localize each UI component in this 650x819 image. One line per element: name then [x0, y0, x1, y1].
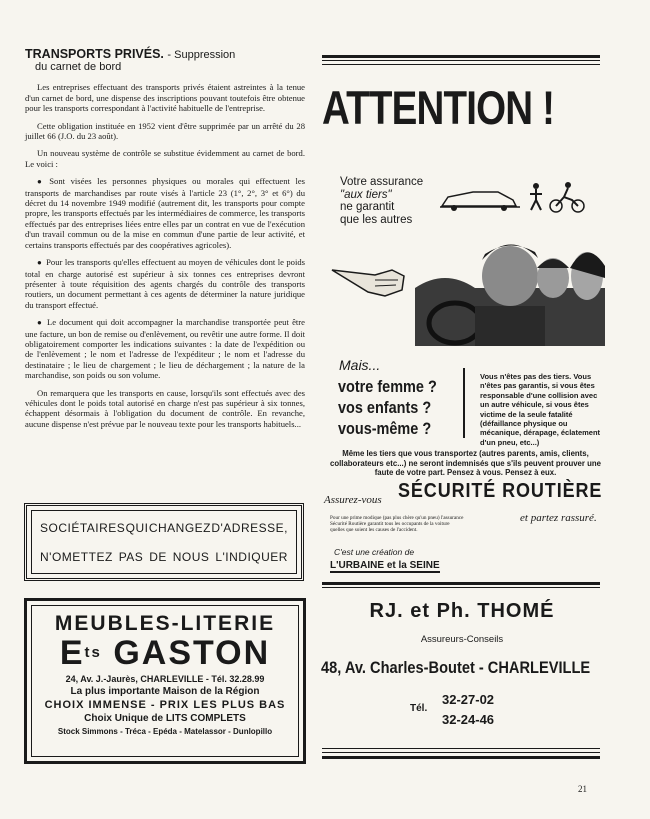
- securite-routiere-brand: SÉCURITÉ ROUTIÈRE: [398, 480, 603, 502]
- article-paragraph: ● Le document qui doit accompagner la marchandise transportée peut être une facture, un bon de remise ou d'enlèvement, ou revêtir une autre forme. Il doit obligatoirement comporter les indications suivantes : la date de l'expédition ou de l'enlèvement ; le nom et l'adresse de l'expéditeur ; le nom et l'adresse du destinataire ; le lieu de chargement ; le lieu de déchargement ; la nature de la marchandise, son poids ou son volume.: [25, 317, 305, 380]
- gaston-choice: CHOIX IMMENSE - PRIX LES PLUS BAS: [44, 699, 286, 711]
- article-paragraph: On remarquera que les transports en cause, lorsqu'ils sont effectués avec des véhicules dont le poids total autorisé en charge n'est pas supérieur à six tonnes, échappent désormais à l'obligation du document de contrôle. En revanche, aucune dispense n'est prévue par le nouveau texte pour les transports habituels...: [25, 387, 305, 429]
- thome-address: 48, Av. Charles-Boutet - CHARLEVILLE: [321, 658, 591, 677]
- ad-headline: ATTENTION !: [322, 81, 555, 134]
- thome-tel-1: 32-27-02: [442, 692, 495, 707]
- partez-rassure-text: et partez rassuré.: [520, 512, 597, 524]
- article-paragraph: Les entreprises effectuant des transports privés étaient astreintes à la tenue d'un carnet de bord, une dispense des inscriptions pouvant toutefois être obtenue pour les transports correspondant à l'activité habituelle de l'entreprise.: [25, 82, 305, 114]
- creation-text: C'est une création de: [334, 547, 415, 557]
- thome-role: Assureurs-Conseils: [420, 634, 504, 645]
- address-change-notice: [24, 503, 304, 581]
- assurez-vous-text: Assurez-vous: [324, 494, 382, 506]
- page-number: 21: [578, 784, 587, 794]
- thome-tel-2: 32-24-46: [442, 712, 495, 727]
- article-title: TRANSPORTS PRIVÉS. - Suppression: [25, 47, 236, 61]
- questions-block: votre femme ? vos enfants ? vous-même ?: [338, 377, 437, 438]
- notice-line-2: N'OMETTEZ PAS DE NOUS L'INDIQUER: [40, 549, 288, 564]
- gaston-name: $E^{ts}$ GASTON: [59, 634, 271, 672]
- assurance-text: Votre assurance "aux tiers" ne garantit que les autres: [340, 176, 424, 226]
- gaston-address: 24, Av. J.-Jaurès, CHARLEVILLE - Tél. 32.28.99: [65, 674, 265, 684]
- company-name: L'URBAINE et la SEINE: [330, 560, 440, 571]
- gaston-tagline: La plus importante Maison de la Région: [70, 686, 260, 697]
- article-subtitle: du carnet de bord: [35, 61, 122, 73]
- article-paragraph: Cette obligation instituée en 1952 vient d'être supprimée par un arrêté du 28 juillet 66 (J.O. du 23 août).: [25, 120, 305, 142]
- gaston-line1: MEUBLES-LITERIE: [54, 612, 276, 635]
- divider-rule: [322, 64, 600, 65]
- car-pedestrian-cyclist-illustration: [438, 180, 598, 216]
- family-in-car-photo: [415, 228, 605, 346]
- article-paragraph: ● Sont visées les personnes physiques ou morales qui effectuent les transports de marchandises par route visés à l'article 23 (1°, 2°, 3° et 6°) du décret du 14 novembre 1949 modifié (autrement dit, les transports pour compte propre, les transports effectués par les intermédiaires de commerce, les transports effectués par des entreprises liées entre elles par un contrat en vue de l'exécution d'un travail commun ou de la mise en commun d'une partie de leur activité, et certains transports effectués par des coopératives agricoles).: [25, 176, 305, 250]
- divider-rule: [322, 748, 600, 749]
- thome-tel-label: Tél.: [410, 703, 428, 714]
- pointing-hand-illustration: [330, 250, 410, 310]
- divider-rule: [322, 752, 600, 753]
- vertical-divider: [463, 368, 465, 438]
- article-paragraph: Un nouveau système de contrôle se substitue évidemment au carnet de bord. Le voici :: [25, 148, 305, 169]
- divider-rule: [322, 756, 600, 759]
- gaston-unique: Choix Unique de LITS COMPLETS: [84, 713, 246, 724]
- prime-text: Pour une prime modique (pas plus chère qu'un pneu) l'assurance Sécurité Routière garantit tous les occupants de la voiture quelles que soient les causes de l'accident.: [330, 515, 464, 533]
- divider-rule: [322, 587, 600, 588]
- thome-name: RJ. et Ph. THOMÉ: [369, 600, 555, 622]
- tiers-text: Vous n'êtes pas des tiers. Vous n'êtes pas garantis, si vous êtes responsable d'une collision avec un autre véhicule, si vous êtes victime de la seule fatalité (défaillance physique ou mécanique, dérapage, éclatement d'un pneu, etc...): [480, 372, 601, 447]
- notice-line-1: SOCIÉTAIRES QUI CHANGEZ D'ADRESSE,: [40, 520, 288, 535]
- gaston-brands: Stock Simmons - Tréca - Epéda - Matelassor - Dunlopillo: [57, 727, 273, 736]
- mais-text: Mais...: [339, 357, 381, 373]
- gaston-furniture-ad: [24, 598, 306, 764]
- divider-rule: [322, 60, 600, 61]
- divider-rule: [322, 582, 600, 585]
- article-transports-prives: [25, 48, 305, 436]
- meme-tiers-text: Même les tiers que vous transportez (autres parents, amis, clients, collaborateurs etc...) ne seront indemnisés que s'ils peuvent prouver une faute de votre part. Pensez à vous. Pensez à eux.: [330, 449, 601, 478]
- article-paragraph: ● Pour les transports qu'elles effectuent au moyen de véhicules dont le poids total en charge autorisé est supérieur à six tonnes ces entreprises devront présenter à toute réquisition des agents chargés du contrôle des transports routiers, un document permettant à ces agents de déterminer la nature juridique du transport effectué.: [25, 257, 305, 310]
- divider-rule: [322, 55, 600, 58]
